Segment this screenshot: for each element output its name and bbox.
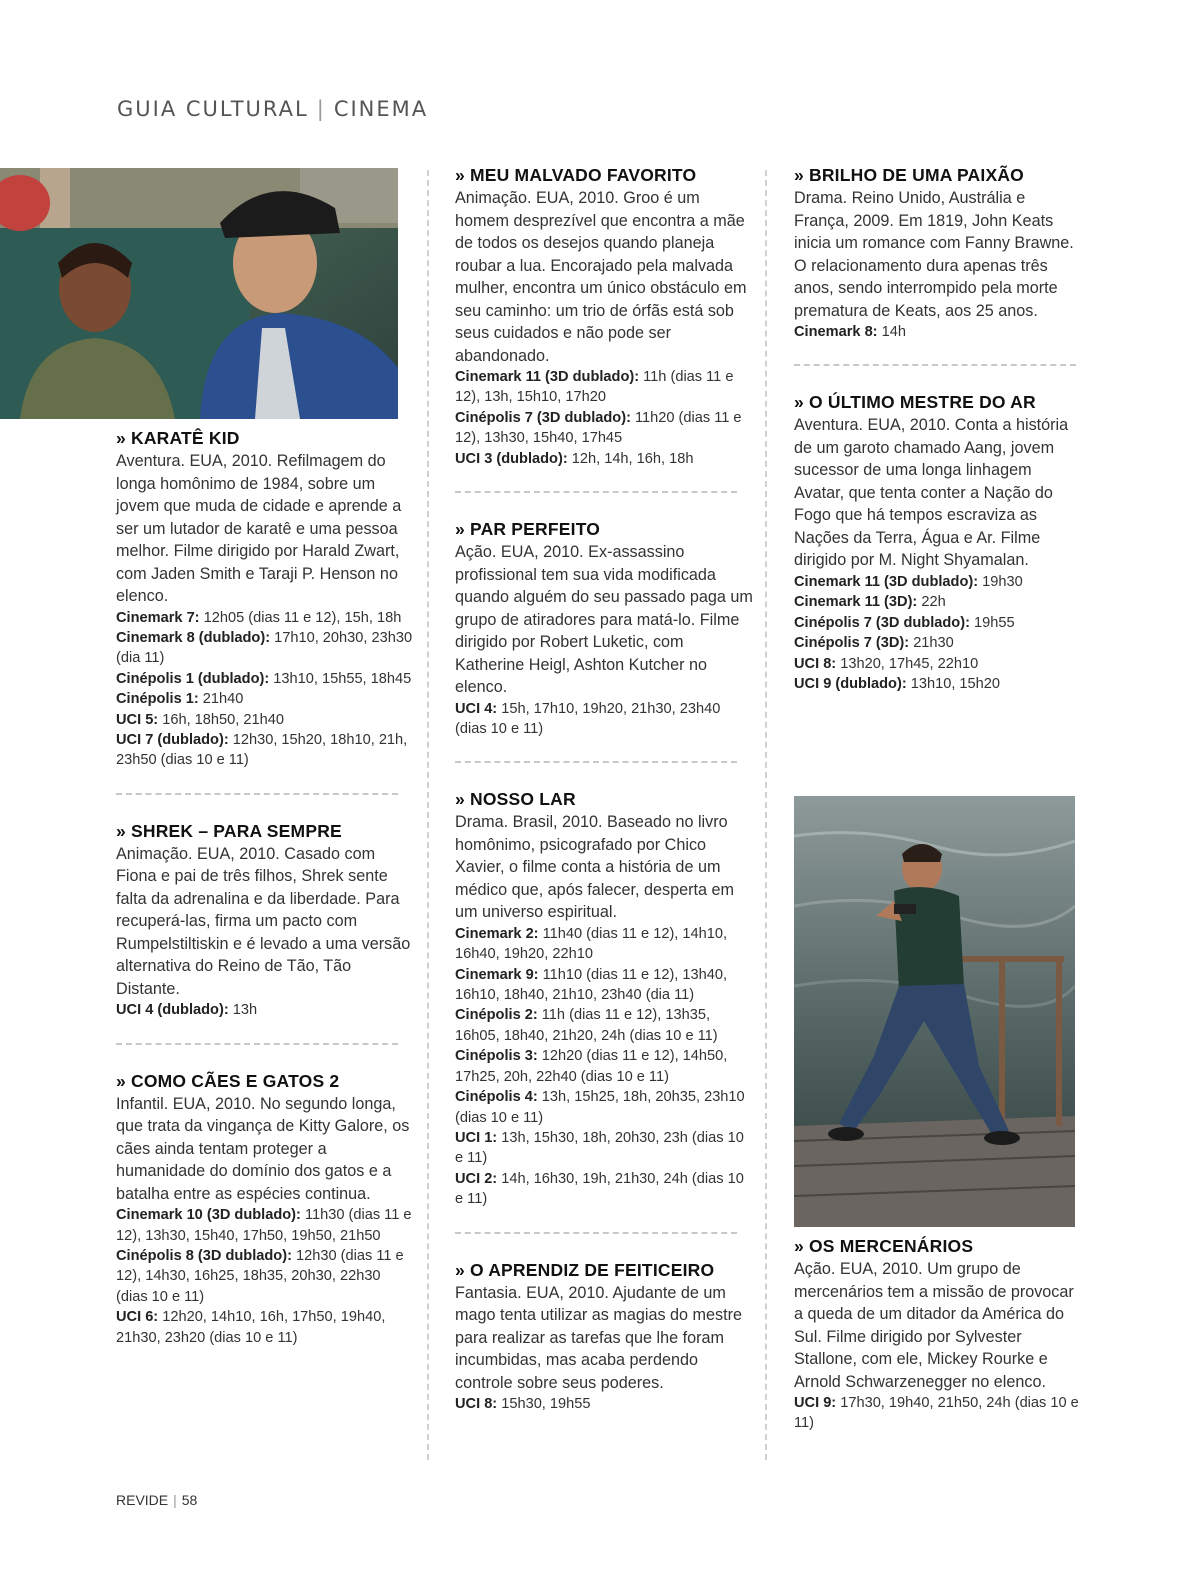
cinema-name: Cinemark 9: — [455, 966, 539, 983]
session-times: 11h10 (dias 11 e 12), 13h40, 16h10, 18h40, 21h10, 23h40 (dia 11) — [455, 966, 728, 1004]
footer-separator: | — [173, 1492, 177, 1508]
showtime-row — [794, 654, 1084, 674]
cinema-name: Cinépolis 7 (3D dublado): — [794, 614, 970, 631]
film-description: Infantil. EUA, 2010. No segundo longa, que trata da vingança de Kitty Galore, os cães ainda tentam proteger a humanidade do domínio dos gatos e a batalha entre as espécies continua. — [116, 1094, 410, 1203]
showtime-row — [455, 1087, 755, 1128]
film-meu-malvado-favorito — [455, 165, 755, 469]
mercenarios-photo — [794, 796, 1075, 1227]
showtime-row — [455, 699, 755, 740]
film-title: » MEU MALVADO FAVORITO — [455, 165, 697, 185]
column-divider-1 — [427, 170, 429, 1460]
dashed-divider — [116, 1043, 398, 1045]
session-times: 13h20, 17h45, 22h10 — [836, 655, 979, 672]
showtime-row — [455, 408, 755, 449]
showtimes — [455, 1394, 755, 1414]
showtimes — [116, 1000, 416, 1020]
subsection-title: CINEMA — [333, 97, 429, 121]
session-times: 12h30 (dias 11 e 12), 14h30, 16h25, 18h35, 20h30, 22h30 (dias 10 e 11) — [116, 1247, 404, 1305]
film-description: Aventura. EUA, 2010. Refilmagem do longa homônimo de 1984, sobre um jovem que muda de cidade e aprende a ser um lutador de karatê e uma pessoa melhor. Filme dirigido por Harald Zwart, com Jaden Smith e Taraji P. Henson no elenco. — [116, 452, 402, 605]
page-footer — [116, 1492, 197, 1508]
film-title: » O APRENDIZ DE FEITICEIRO — [455, 1259, 715, 1280]
cinema-name: UCI 9: — [794, 1395, 837, 1411]
film-description: Drama. Reino Unido, Austrália e França, 2009. Em 1819, John Keats inicia um romance com Fanny Brawne. O relacionamento dura apenas três anos, sendo interrompido pela morte prematura de Keats, aos 25 anos. — [794, 189, 1074, 320]
column-divider-2 — [765, 170, 767, 1460]
cinema-name: Cinépolis 1 (dublado): — [116, 670, 270, 687]
session-times: 13h, 15h30, 18h, 20h30, 23h (dias 10 e 11) — [455, 1129, 744, 1167]
cinema-name: UCI 2: — [455, 1170, 498, 1187]
film-nosso-lar — [455, 789, 755, 1209]
dashed-divider — [455, 491, 737, 493]
showtime-row — [455, 1128, 755, 1169]
showtime-row — [455, 965, 755, 1006]
session-times: 11h20 (dias 11 e 12), 13h30, 15h40, 17h45 — [455, 409, 742, 447]
column-3 — [794, 165, 1084, 694]
cinema-name: Cinépolis 7 (3D): — [794, 635, 910, 652]
section-header — [117, 97, 428, 121]
session-times: 17h30, 19h40, 21h50, 24h (dias 10 e 11) — [794, 1395, 1079, 1432]
session-times: 13h10, 15h20 — [906, 675, 1001, 692]
session-times: 15h, 17h10, 19h20, 21h30, 23h40 (dias 10 e 11) — [455, 700, 721, 737]
showtimes — [794, 322, 1084, 342]
session-times: 12h05 (dias 11 e 12), 15h, 18h — [199, 609, 402, 626]
showtimes — [455, 924, 755, 1210]
karate-kid-photo — [0, 168, 398, 419]
film-title: » O ÚLTIMO MESTRE DO AR — [794, 392, 1036, 413]
film-title: » BRILHO DE UMA PAIXÃO — [794, 165, 1024, 185]
film-description: Aventura. EUA, 2010. Conta a história de um garoto chamado Aang, jovem sucessor de uma longa linhagem Avatar, que tenta conter a Nação do Fogo que há tempos escraviza as Nações da Terra, Água e Ar. Filme dirigido por M. Night Shyamalan. — [794, 416, 1069, 570]
showtime-row — [794, 613, 1084, 633]
session-times: 11h30 (dias 11 e 12), 13h30, 15h40, 17h50, 19h50, 21h50 — [116, 1207, 412, 1244]
showtime-row — [455, 449, 755, 469]
session-times: 12h30, 15h20, 18h10, 21h, 23h50 (dias 10 e 11) — [116, 731, 408, 769]
showtime-row — [794, 1393, 1084, 1434]
cinema-name: Cinemark 11 (3D): — [794, 594, 918, 611]
showtimes — [116, 608, 416, 771]
film-title: » NOSSO LAR — [455, 789, 576, 810]
showtime-row — [116, 1246, 416, 1307]
showtime-row — [116, 689, 416, 709]
session-times: 11h (dias 11 e 12), 13h35, 16h05, 18h40, 21h20, 24h (dias 10 e 11) — [455, 1007, 718, 1044]
showtimes — [116, 1205, 416, 1348]
showtime-row — [116, 669, 416, 689]
session-times: 14h — [877, 324, 906, 340]
film-karate-kid — [116, 428, 416, 771]
column-1 — [116, 428, 416, 1348]
showtimes — [455, 699, 755, 740]
cinema-name: Cinemark 7: — [116, 609, 200, 626]
cinema-name: UCI 1: — [455, 1129, 498, 1146]
film-brilho-paixao — [794, 165, 1084, 342]
film-description: Animação. EUA, 2010. Groo é um homem desprezível que encontra a mãe de todos os desejos quando planeja roubar a lua. Encorajado pela malvada mulher, encontra um único obstáculo em seu caminho: um trio de órfãs está sob seus cuidados e não pode ser abandonado. — [455, 189, 747, 365]
magazine-name: REVIDE — [116, 1492, 169, 1508]
session-times: 21h30 — [909, 635, 954, 652]
cinema-name: Cinépolis 1: — [116, 691, 199, 708]
cinema-name: Cinemark 11 (3D dublado): — [794, 573, 979, 590]
showtime-row — [455, 1005, 755, 1046]
cinema-name: Cinépolis 2: — [455, 1007, 538, 1024]
cinema-name: Cinemark 11 (3D dublado): — [455, 369, 640, 385]
cinema-name: Cinemark 8: — [794, 324, 878, 340]
showtime-row — [116, 1000, 416, 1020]
session-times: 13h10, 15h55, 18h45 — [269, 670, 412, 687]
film-description: Drama. Brasil, 2010. Baseado no livro homônimo, psicografado por Chico Xavier, o filme conta a história de um médico que, após falecer, desperta em um universo espiritual. — [455, 813, 734, 922]
session-times: 15h30, 19h55 — [497, 1396, 591, 1413]
showtime-row — [116, 710, 416, 730]
session-times: 21h40 — [198, 691, 244, 708]
showtime-row — [116, 1205, 416, 1246]
session-times: 12h20, 14h10, 16h, 17h50, 19h40, 21h30, 23h20 (dias 10 e 11) — [116, 1309, 386, 1346]
film-aprendiz-feiticeiro — [455, 1260, 755, 1415]
film-par-perfeito — [455, 519, 755, 739]
page-number: 58 — [181, 1492, 198, 1508]
cinema-name: UCI 5: — [116, 711, 159, 728]
cinema-name: UCI 8: — [455, 1396, 498, 1413]
cinema-name: Cinemark 8 (dublado): — [116, 629, 271, 646]
session-times: 11h (dias 11 e 12), 13h, 15h10, 17h20 — [455, 369, 734, 406]
showtime-row — [455, 1046, 755, 1087]
cinema-name: UCI 3 (dublado): — [455, 450, 568, 467]
dashed-divider — [455, 761, 737, 763]
cinema-name: UCI 6: — [116, 1309, 159, 1326]
column-3-bottom — [794, 1236, 1084, 1434]
film-mercenarios — [794, 1236, 1084, 1434]
showtimes — [794, 572, 1084, 694]
session-times: 19h55 — [969, 614, 1015, 631]
session-times: 11h40 (dias 11 e 12), 14h10, 16h40, 19h20, 22h10 — [455, 925, 728, 963]
showtime-row — [455, 1169, 755, 1210]
showtime-row — [794, 322, 1084, 342]
dashed-divider — [794, 364, 1076, 366]
dashed-divider — [455, 1232, 737, 1234]
cinema-name: Cinépolis 3: — [455, 1048, 538, 1065]
film-title: » SHREK – PARA SEMPRE — [116, 820, 342, 841]
showtime-row — [794, 592, 1084, 612]
film-title: » OS MERCENÁRIOS — [794, 1236, 974, 1256]
film-description: Animação. EUA, 2010. Casado com Fiona e pai de três filhos, Shrek sente falta da adrenalina e da liberdade. Para recuperá-las, firma um pacto com Rumpelstiltiskin e é levado a uma versão alternativa do Reino de Tão, Tão Distante. — [116, 844, 411, 998]
session-times: 13h, 15h25, 18h, 20h35, 23h10 (dias 10 e 11) — [455, 1089, 745, 1126]
showtime-row — [455, 1394, 755, 1414]
film-shrek — [116, 821, 416, 1021]
session-times: 16h, 18h50, 21h40 — [158, 711, 284, 728]
film-caes-gatos — [116, 1071, 416, 1348]
showtime-row — [455, 924, 755, 965]
cinema-name: UCI 4 (dublado): — [116, 1002, 229, 1019]
showtime-row — [794, 572, 1084, 592]
showtimes — [455, 367, 755, 469]
showtime-row — [455, 367, 755, 408]
cinema-name: Cinemark 2: — [455, 925, 539, 942]
film-ultimo-mestre-ar — [794, 392, 1084, 694]
film-description: Fantasia. EUA, 2010. Ajudante de um mago tenta utilizar as magias do mestre para realizar as tarefas que lhe foram incumbidas, mas acaba perdendo controle sobre seus poderes. — [455, 1283, 743, 1392]
film-title: » KARATÊ KID — [116, 428, 240, 448]
session-times: 22h — [917, 594, 946, 611]
cinema-name: Cinépolis 7 (3D dublado): — [455, 409, 631, 426]
cinema-name: UCI 8: — [794, 655, 837, 672]
session-times: 14h, 16h30, 19h, 21h30, 24h (dias 10 e 11) — [455, 1170, 744, 1208]
cinema-name: UCI 7 (dublado): — [116, 731, 229, 748]
showtime-row — [116, 1307, 416, 1348]
film-title: » COMO CÃES E GATOS 2 — [116, 1070, 340, 1091]
cinema-name: Cinemark 10 (3D dublado): — [116, 1207, 301, 1224]
session-times: 12h20 (dias 11 e 12), 14h50, 17h25, 20h, 22h40 (dias 10 e 11) — [455, 1048, 728, 1085]
cinema-name: UCI 4: — [455, 700, 498, 717]
film-description: Ação. EUA, 2010. Um grupo de mercenários tem a missão de provocar a queda de um ditador da América do Sul. Filme dirigido por Sylvester Stallone, com ele, Mickey Rourke e Arnold Schwarzenegger no elenco. — [794, 1260, 1074, 1391]
cinema-name: Cinépolis 4: — [455, 1089, 538, 1106]
section-title: GUIA CULTURAL — [117, 97, 309, 121]
session-times: 13h — [228, 1002, 258, 1019]
showtime-row — [794, 633, 1084, 653]
dashed-divider — [116, 793, 398, 795]
session-times: 17h10, 20h30, 23h30 (dia 11) — [116, 629, 413, 667]
film-title: » PAR PERFEITO — [455, 519, 601, 540]
showtime-row — [116, 730, 416, 771]
showtime-row — [794, 674, 1084, 694]
session-times: 12h, 14h, 16h, 18h — [567, 450, 694, 467]
cinema-name: UCI 9 (dublado): — [794, 675, 907, 692]
cinema-name: Cinépolis 8 (3D dublado): — [116, 1247, 292, 1264]
header-separator: | — [316, 97, 326, 121]
column-2 — [455, 165, 755, 1414]
showtimes — [794, 1393, 1084, 1434]
session-times: 19h30 — [978, 573, 1023, 590]
film-description: Ação. EUA, 2010. Ex-assassino profissional tem sua vida modificada quando alguém do seu passado paga um grupo de atiradores para matá-lo. Filme dirigido por Robert Luketic, com Katherine Heigl, Ashton Kutcher no elenco. — [455, 543, 753, 697]
showtime-row — [116, 608, 416, 628]
showtime-row — [116, 628, 416, 669]
